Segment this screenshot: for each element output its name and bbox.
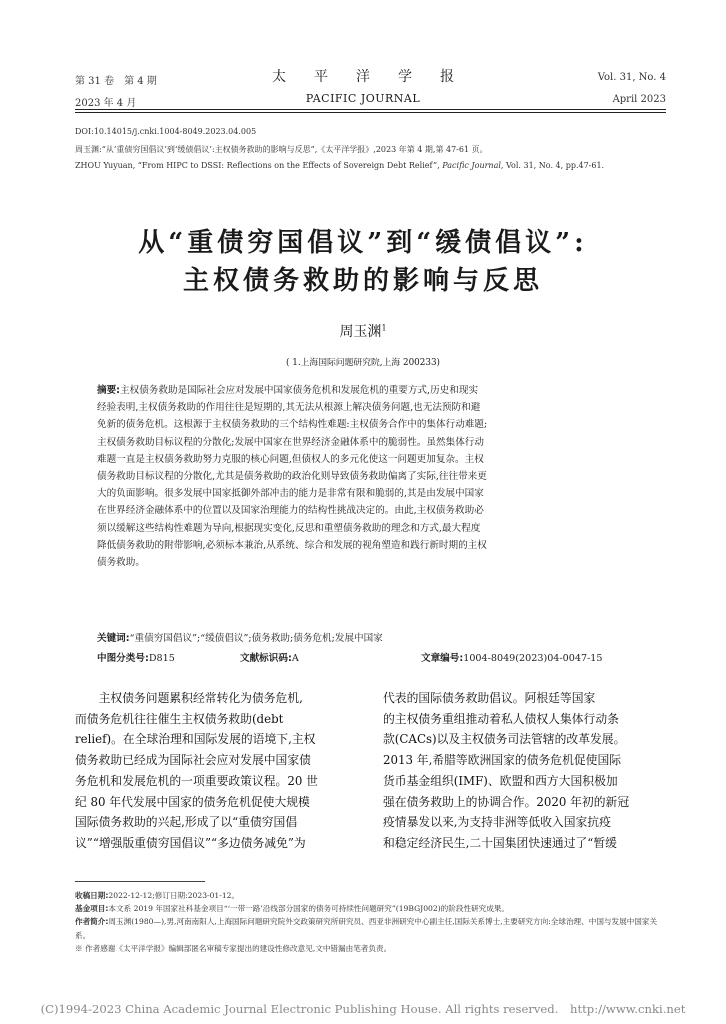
body-line: 议”“增强版重债穷国倡议”“多边债务减免”为: [75, 835, 306, 850]
doc-value: A: [291, 653, 299, 664]
article-title-line1: 从“重债穷国倡议”到“缓债倡议”:: [138, 228, 588, 258]
author-bio-text: 周玉渊(1980—),男,河南南阳人,上海国际问题研究院外交政策研究所研究员、西亚非洲研究中心副主任,国际关系博士,主要研究方向:全球治理、中国与发展中国家关系。: [75, 917, 658, 940]
footnote-received: [75, 889, 666, 902]
volume-en: Vol. 31, No. 4: [597, 72, 666, 83]
issue-date-cn: 2023 年 4 月: [75, 98, 137, 109]
abstract-line: 难题一直是主权债务救助努力克服的核心问题,但债权人的多元化使这一问题更加复杂。主权: [97, 453, 484, 465]
clc-code: [97, 650, 175, 664]
author: [0, 321, 726, 341]
abstract: [97, 382, 667, 571]
issue-date-en: April 2023: [612, 94, 666, 105]
body-line: 强在债务救助上的协调合作。2020 年初的新冠: [383, 794, 630, 809]
doi: DOI:10.14015/j.cnki.1004-8049.2023.04.005: [75, 127, 257, 136]
clc-value: D815: [148, 653, 175, 664]
fund-text: 本文系 2019 年国家社科基金项目“‘一带一路’沿线部分国家的债务可持续性问题研究”(19BGJ002)的阶段性研究成果。: [108, 904, 510, 914]
body-line: 的主权债务重组推动着私人债权人集体行动条: [383, 711, 619, 726]
header-rule-thin: [75, 109, 666, 110]
body-line: 国际债务救助的兴起,形成了以“重债穷国倡: [75, 815, 298, 830]
journal-title-cn: 太 平 洋 学 报: [272, 69, 454, 85]
footnotes: [75, 889, 666, 955]
body-column-left: [75, 688, 358, 854]
body-line: 代表的国际债务救助倡议。阿根廷等国家: [383, 691, 596, 705]
body-line: relief)。在全球治理和国际发展的语境下,主权: [75, 732, 316, 747]
keywords-label: 关键词:: [97, 633, 130, 644]
author-name: 周玉渊: [339, 324, 382, 340]
doc-code: [240, 650, 299, 664]
body-line: 疫情暴发以来,为支持非洲等低收入国家抗疫: [383, 815, 611, 830]
citation-en-journal: Pacific Journal: [442, 161, 501, 170]
received-text: 2022-12-12;修订日期:2023-01-12。: [108, 891, 240, 900]
footnote-separator: [75, 881, 205, 882]
author-superscript: 1: [381, 323, 387, 333]
article-number-value: 1004-8049(2023)04-0047-15: [463, 653, 603, 664]
citation-cn: 周玉渊:“从‘重债穷国倡议’到‘缓债倡议’:主权债务救助的影响与反思”,《太平洋学报》,2023 年第 4 期,第 47-61 页。: [75, 145, 488, 154]
abstract-line: 主权债务救助目标议程的分散化;发展中国家在世界经济金融体系中的脆弱性。虽然集体行动: [97, 436, 484, 448]
abstract-line: 免新的债务危机。这根源于主权债务救助的三个结构性难题:主权债务合作中的集体行动难题;: [97, 419, 488, 431]
body-line: 务危机和发展危机的一项重要政策议程。20 世: [75, 773, 318, 788]
abstract-label: 摘要:: [97, 385, 121, 396]
citation-en-prefix: ZHOU Yuyuan, “From HIPC to DSSI: Reflections on the Effects of Sovereign Debt Relief”,: [75, 161, 443, 170]
body-line: 纪 80 年代发展中国家的债务危机促使大规模: [75, 794, 310, 809]
fund-label: 基金项目:: [75, 904, 109, 914]
abstract-line: 大的负面影响。很多发展中国家抵御外部冲击的能力是非常有限和脆弱的,其是由发展中国家: [97, 488, 484, 500]
journal-title-en: PACIFIC JOURNAL: [305, 92, 421, 105]
affiliation: ( 1.上海国际问题研究院,上海 200233): [286, 358, 440, 368]
abstract-line: 经验表明,主权债务救助的作用往往是短期的,其无法从根源上解决债务问题,也无法预防和避: [97, 402, 481, 414]
article-number: [421, 650, 603, 664]
body-line: 债务救助已经成为国际社会应对发展中国家债: [75, 753, 311, 768]
citation-en-suffix: , Vol. 31, No. 4, pp.47-61.: [500, 161, 605, 170]
body-line: 款(CACs)以及主权债务司法管辖的改革发展。: [383, 732, 626, 747]
abstract-line: 债务救助目标议程的分散化,尤其是债务救助的政治化则导致债务救助偏离了实际,往往带来更: [97, 471, 487, 483]
body-line: 和稳定经济民生,二十国集团快速通过了“暂缓: [383, 835, 617, 850]
abstract-line: [97, 382, 667, 399]
author-bio-label: 作者简介:: [75, 917, 109, 927]
abstract-line: 降低债务救助的附带影响,必须标本兼治,从系统、综合和发展的视角塑造和践行新时期的主权: [97, 539, 487, 551]
volume-issue: 第 31 卷 第 4 期: [75, 76, 157, 87]
abstract-line: 在世界经济金融体系中的位置以及国家治理能力的结构性挑战决定的。由此,主权债务救助必: [97, 505, 484, 517]
footnote-fund: [75, 902, 666, 915]
body-line: 2013 年,希腊等欧洲国家的债务危机促使国际: [383, 753, 622, 768]
abstract-line-text: 主权债务救助是国际社会应对发展中国家债务危机和发展危机的重要方式,历史和现实: [120, 385, 479, 396]
body-line: 主权债务问题累积经常转化为债务危机,: [75, 691, 303, 705]
abstract-line: 须以缓解这些结构性难题为导向,根据现实变化,反思和重塑债务救助的理念和方式,最大程度: [97, 522, 481, 534]
footnote-author: [75, 915, 666, 941]
abstract-line: 债务救助。: [97, 557, 145, 569]
header-rule-thin-2: [75, 112, 666, 113]
received-label: 收稿日期:: [75, 891, 109, 900]
body-column-right: [383, 688, 666, 854]
keywords: [97, 630, 667, 644]
body-line: 而债务危机往往催生主权债务救助(debt: [75, 711, 284, 726]
keywords-text: “重债穷国倡议”;“缓债倡议”;债务救助;债务危机;发展中国家: [129, 633, 383, 644]
doc-label: 文献标识码:: [240, 653, 292, 664]
clc-label: 中图分类号:: [97, 653, 149, 664]
citation-en: [75, 161, 604, 170]
copyright-notice: (C)1994-2023 China Academic Journal Electronic Publishing House. All rights reserved. http://www.cnki.net: [40, 1002, 686, 1016]
article-number-label: 文章编号:: [421, 653, 464, 664]
article-title-line2: 主权债务救助的影响与反思: [182, 266, 543, 296]
body-line: 货币基金组织(IMF)、欧盟和西方大国积极加: [383, 773, 618, 788]
footnote-thanks: ※ 作者感谢《太平洋学报》编辑部匿名审稿专家提出的建设性修改意见,文中错漏由笔者负责。: [75, 943, 392, 953]
